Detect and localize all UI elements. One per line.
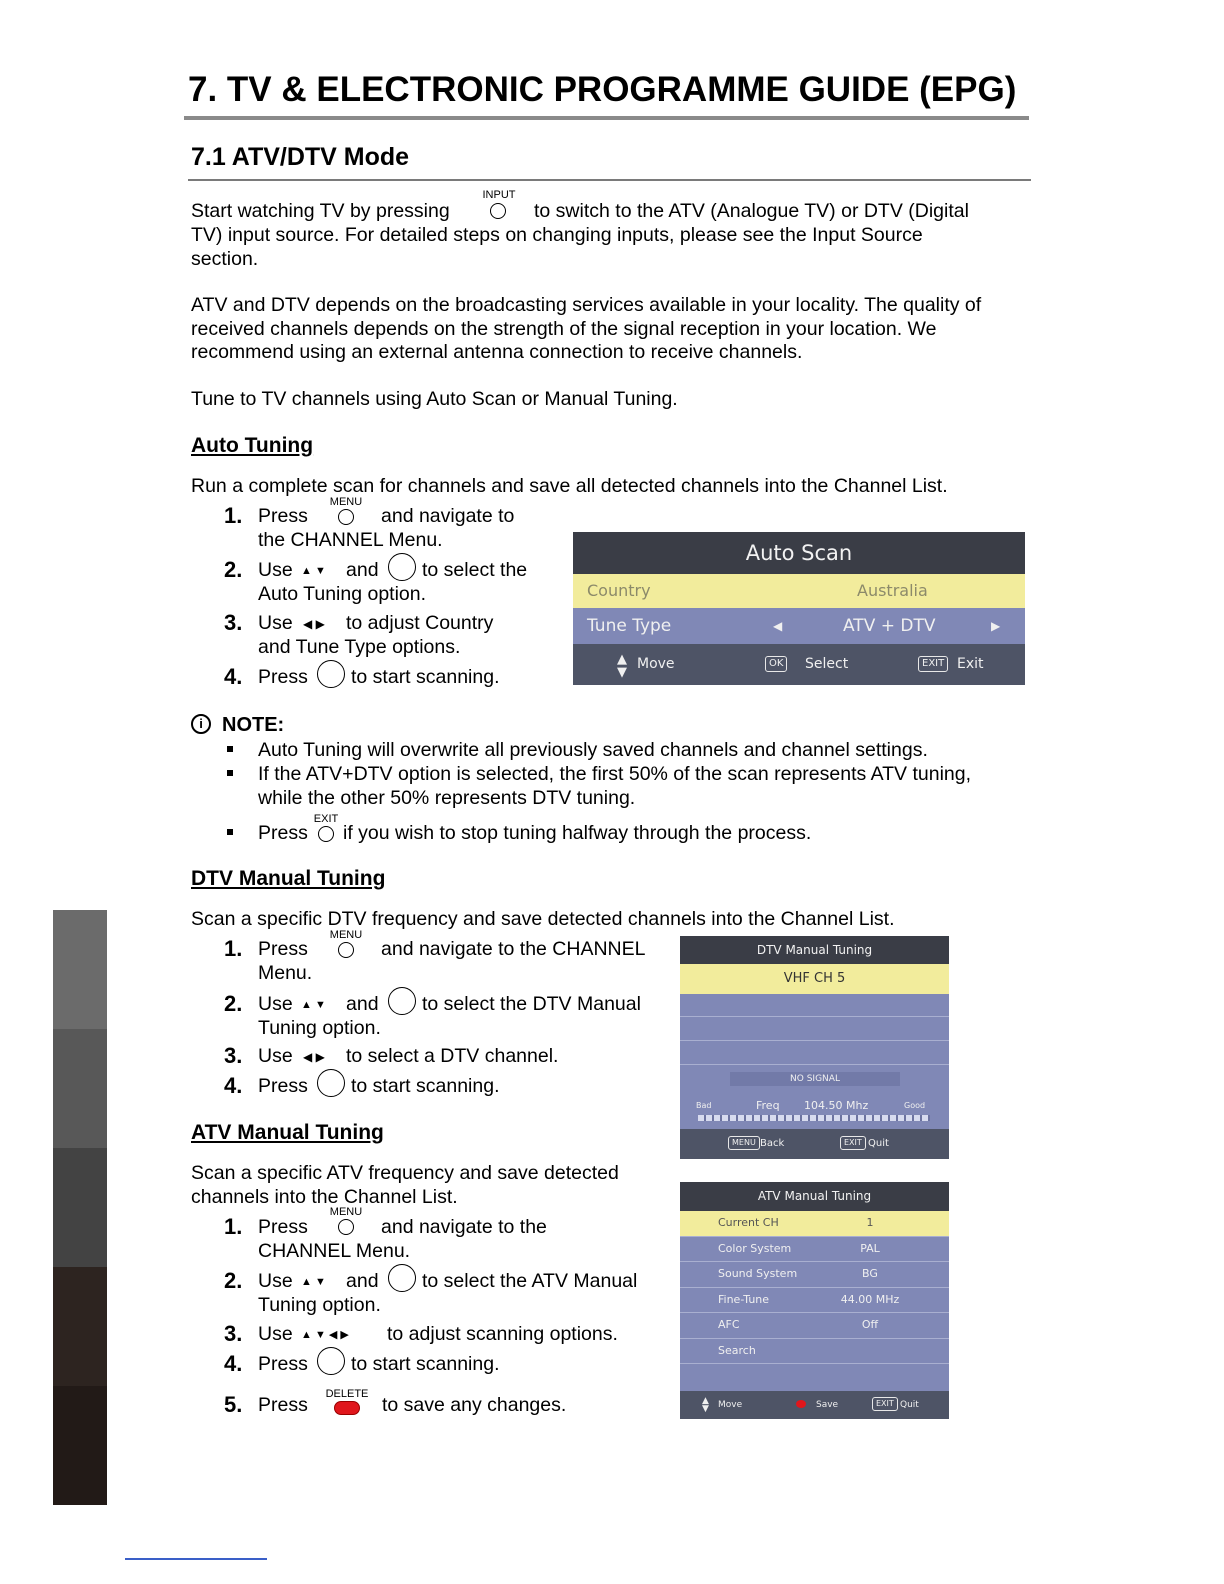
dtv-manual-tuning-screen (680, 936, 949, 1159)
exit-hint: Exit (957, 656, 984, 672)
atv-step4-text-b: to start scanning. (351, 1353, 500, 1375)
auto-step2-text-d: Auto Tuning option. (258, 583, 427, 605)
bullet-icon (227, 746, 233, 752)
auto-step1-num: 1. (224, 503, 243, 528)
delete-button-icon (334, 1401, 360, 1415)
atv-settings-row (680, 1339, 949, 1365)
auto-scan-screen (573, 532, 1025, 685)
ok-button-icon (317, 1069, 345, 1097)
atv-step2-text-d: Tuning option. (258, 1294, 381, 1316)
intro-para3: Tune to TV channels using Auto Scan or Manual Tuning. (191, 388, 678, 410)
side-tab-2 (53, 1029, 107, 1148)
atv-setting-label: Color System (718, 1241, 792, 1255)
atv-setting-value: PAL (860, 1241, 880, 1255)
atv-setting-label: AFC (718, 1318, 740, 1331)
note-b3a: Press (258, 822, 308, 844)
left-right-arrows-icon: ◀ ▶ (303, 1050, 325, 1064)
save-hint: Save (816, 1400, 839, 1410)
dtv-heading: DTV Manual Tuning (191, 867, 386, 890)
page-title: 7. TV & ELECTRONIC PROGRAMME GUIDE (EPG) (188, 70, 1017, 109)
four-way-arrows-icon: ▲ ▼ ◀ ▶ (301, 1329, 349, 1341)
exit-key-icon: EXIT (840, 1136, 866, 1150)
up-down-arrows-icon: ▲ ▼ (301, 565, 326, 577)
auto-step3-text: Use (258, 612, 293, 634)
auto-step1-text-c: the CHANNEL Menu. (258, 529, 443, 551)
quit-hint: Quit (868, 1138, 889, 1149)
atv-step5-num: 5. (224, 1392, 243, 1417)
atv-setting-label: Current CH (718, 1216, 779, 1229)
back-hint: Back (760, 1138, 785, 1149)
ok-button-icon (317, 1347, 345, 1375)
auto-step3-num: 3. (224, 610, 243, 635)
bullet-icon (227, 829, 233, 835)
country-value: Australia (857, 581, 928, 600)
exit-button-icon (318, 826, 334, 842)
auto-step3-text-b: to adjust Country (346, 612, 494, 634)
atv-setting-value: Off (861, 1318, 879, 1331)
auto-desc: Run a complete scan for channels and save all detected channels into the Channel List. (191, 475, 948, 497)
menu-button-icon (338, 509, 354, 525)
intro-line1b: to switch to the ATV (Analogue TV) or DTV (Digital (534, 200, 969, 222)
atv-step3-text-b: to adjust scanning options. (387, 1323, 618, 1345)
title-divider (184, 116, 1029, 120)
freq-value: 104.50 Mhz (804, 1099, 869, 1112)
menu-label: MENU (329, 1206, 363, 1218)
atv-desc2: channels into the Channel List. (191, 1186, 458, 1208)
atv-settings-row (680, 1313, 949, 1339)
left-arrow-icon: ◀ (773, 619, 783, 633)
atv-step4-num: 4. (224, 1351, 243, 1376)
move-icon: ▲ ▼ (617, 652, 627, 680)
signal-bar-track (698, 1115, 930, 1121)
tune-type-value: ATV + DTV (843, 616, 936, 636)
note-b3b: if you wish to stop tuning halfway through the process. (343, 822, 812, 844)
dtv-screen-footer (680, 1129, 949, 1159)
auto-step4-text-b: to start scanning. (351, 666, 500, 688)
signal-bar-fill (698, 1115, 930, 1121)
atv-step2-text: Use (258, 1270, 293, 1292)
input-label: INPUT (482, 189, 516, 201)
atv-setting-value: 1 (866, 1216, 874, 1229)
auto-step2-text-c: to select the (422, 559, 528, 581)
country-row (573, 574, 1025, 608)
atv-step1-num: 1. (224, 1214, 243, 1239)
tune-type-label: Tune Type (587, 616, 672, 636)
atv-setting-label: Fine-Tune (718, 1292, 770, 1306)
atv-step5-text-b: to save any changes. (382, 1394, 567, 1416)
divider (680, 1064, 949, 1065)
auto-step2-and: and (346, 559, 379, 581)
atv-desc1: Scan a specific ATV frequency and save detected (191, 1162, 619, 1184)
dtv-desc: Scan a specific DTV frequency and save detected channels into the Channel List. (191, 908, 895, 930)
country-label: Country (587, 581, 651, 600)
side-tab-3 (53, 1148, 107, 1267)
atv-step2-text-c: to select the ATV Manual (422, 1270, 638, 1292)
note-b1: Auto Tuning will overwrite all previously saved channels and channel settings. (258, 739, 928, 761)
intro-line3: section. (191, 248, 259, 270)
dtv-channel-row: VHF CH 5 (680, 964, 949, 994)
auto-step3-text-c: and Tune Type options. (258, 636, 461, 658)
divider (680, 1040, 949, 1041)
dtv-step2-text-c: to select the DTV Manual (422, 993, 641, 1015)
bad-label: Bad (696, 1101, 712, 1110)
atv-step1-text-c: CHANNEL Menu. (258, 1240, 411, 1262)
atv-screen-footer (680, 1391, 949, 1419)
atv-step4-text: Press (258, 1353, 308, 1375)
dtv-step2-and: and (346, 993, 379, 1015)
info-icon: i (191, 714, 211, 734)
dtv-screen-title: DTV Manual Tuning (680, 936, 949, 964)
side-tab-1 (53, 910, 107, 1029)
red-key-icon (796, 1400, 806, 1408)
menu-label: MENU (329, 496, 363, 508)
right-arrow-icon: ▶ (991, 619, 1001, 633)
note-b2a: If the ATV+DTV option is selected, the first 50% of the scan represents ATV tuning, (258, 763, 972, 785)
move-icon: ▲ ▼ (702, 1396, 709, 1414)
up-down-arrows-icon: ▲ ▼ (301, 999, 326, 1011)
atv-setting-value: 44.00 MHz (840, 1292, 900, 1306)
menu-label: MENU (329, 929, 363, 941)
dtv-step4-text-b: to start scanning. (351, 1075, 500, 1097)
up-down-arrows-icon: ▲ ▼ (301, 1276, 326, 1288)
auto-step1-text-b: and navigate to (381, 505, 515, 527)
footer-line (125, 1558, 267, 1560)
move-hint: Move (718, 1400, 743, 1410)
exit-label: EXIT (313, 813, 339, 825)
atv-settings-row (680, 1237, 949, 1263)
atv-step2-and: and (346, 1270, 379, 1292)
exit-key-icon: EXIT (872, 1397, 898, 1411)
dtv-step2-num: 2. (224, 991, 243, 1016)
atv-setting-label: Search (718, 1343, 756, 1357)
auto-tuning-heading: Auto Tuning (191, 434, 314, 457)
auto-scan-footer (573, 644, 1025, 685)
intro-line2: TV) input source. For detailed steps on changing inputs, please see the Input Source (191, 224, 923, 246)
select-hint: Select (805, 656, 849, 672)
side-tab-5 (53, 1386, 107, 1505)
ok-key-icon: OK (765, 656, 787, 672)
note-heading: NOTE: (222, 714, 285, 736)
auto-step4-text: Press (258, 666, 308, 688)
bullet-icon (227, 770, 233, 776)
atv-step1-text: Press (258, 1216, 308, 1238)
ok-button-icon (388, 553, 416, 581)
section-title: 7.1 ATV/DTV Mode (191, 143, 410, 171)
atv-setting-value: BG (862, 1267, 878, 1280)
freq-label: Freq (756, 1099, 780, 1112)
ok-button-icon (317, 660, 345, 688)
atv-settings-row (680, 1211, 949, 1237)
menu-key-icon: MENU (728, 1136, 760, 1150)
auto-scan-title: Auto Scan (573, 532, 1025, 574)
section-divider (188, 179, 1031, 181)
move-hint: Move (637, 656, 675, 672)
auto-step4-num: 4. (224, 664, 243, 689)
menu-button-icon (338, 1219, 354, 1235)
atv-setting-label: Sound System (718, 1267, 798, 1280)
side-tab-4 (53, 1267, 107, 1386)
auto-step1-text: Press (258, 505, 308, 527)
input-button-icon (490, 203, 506, 219)
dtv-step1-text-c: Menu. (258, 962, 313, 984)
dtv-step1-num: 1. (224, 936, 243, 961)
intro-line1a: Start watching TV by pressing (191, 200, 450, 222)
atv-step3-text: Use (258, 1323, 293, 1345)
good-label: Good (904, 1101, 926, 1110)
divider (680, 1016, 949, 1017)
dtv-step1-text: Press (258, 938, 308, 960)
left-right-arrows-icon: ◀ ▶ (303, 617, 325, 631)
dtv-step3-text-b: to select a DTV channel. (346, 1045, 559, 1067)
menu-button-icon (338, 942, 354, 958)
delete-label: DELETE (325, 1388, 369, 1400)
note-b2b: while the other 50% represents DTV tuning. (258, 787, 636, 809)
atv-step5-text: Press (258, 1394, 308, 1416)
atv-manual-tuning-screen (680, 1182, 949, 1419)
atv-step3-num: 3. (224, 1321, 243, 1346)
dtv-step3-text: Use (258, 1045, 293, 1067)
quit-hint: Quit (900, 1400, 919, 1410)
auto-step2-num: 2. (224, 557, 243, 582)
tune-type-row (573, 608, 1025, 644)
intro-para2: ATV and DTV depends on the broadcasting services available in your locality. The quality of received channels depends on the strength of the signal reception in your location. We recommend using an external antenna connection to receive channels. (191, 294, 982, 363)
dtv-step4-text: Press (258, 1075, 308, 1097)
dtv-step3-num: 3. (224, 1043, 243, 1068)
atv-settings-row (680, 1262, 949, 1288)
ok-button-icon (388, 1264, 416, 1292)
atv-heading: ATV Manual Tuning (191, 1121, 384, 1144)
exit-key-icon: EXIT (918, 656, 948, 672)
no-signal-label: NO SIGNAL (730, 1072, 900, 1086)
ok-button-icon (388, 987, 416, 1015)
auto-step2-text: Use (258, 559, 293, 581)
dtv-step1-text-b: and navigate to the CHANNEL (381, 938, 646, 960)
atv-screen-title: ATV Manual Tuning (680, 1182, 949, 1211)
dtv-step2-text: Use (258, 993, 293, 1015)
dtv-step2-text-d: Tuning option. (258, 1017, 381, 1039)
atv-step2-num: 2. (224, 1268, 243, 1293)
atv-settings-row (680, 1288, 949, 1314)
dtv-step4-num: 4. (224, 1073, 243, 1098)
atv-step1-text-b: and navigate to the (381, 1216, 547, 1238)
